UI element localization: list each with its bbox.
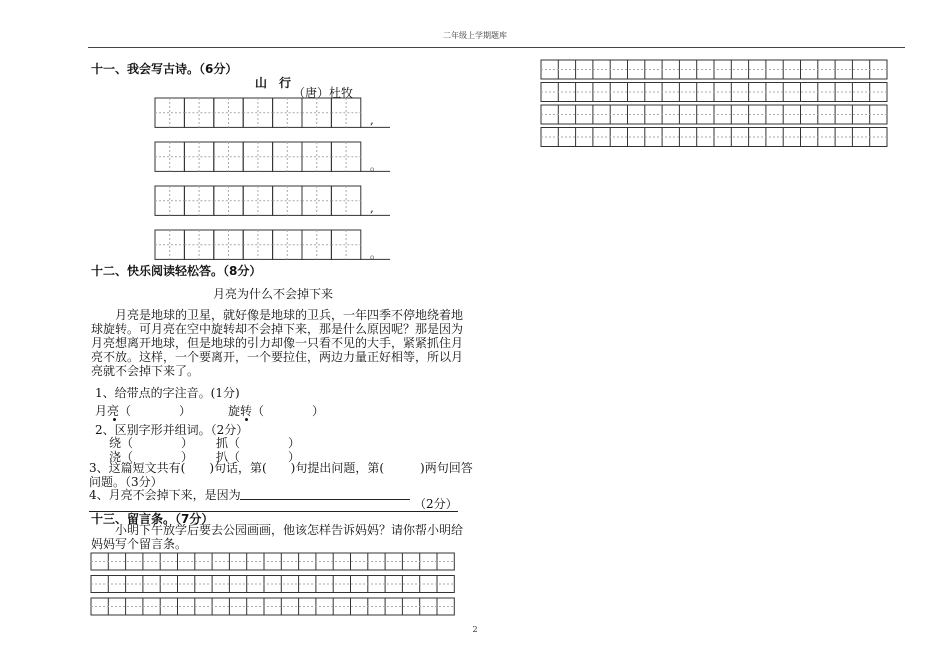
reading-passage: 月亮是地球的卫星，就好像是地球的卫兵，一年四季不停地绕着地球旋转。可月亮在空中旋转却不会掉下来，那是什么原因呢？那是因为月亮想离开地球，但是地球的引力却像一只看不见的大手，紧紧抓住月亮不放。这样，一个要离开，一个要拉住，两边力量正好相等，所以月亮就不会掉下来了。 <box>91 308 464 378</box>
poem-line-2-punct: 。 <box>370 159 383 173</box>
section-13-prompt: 小明下午放学后要去公园画画，他该怎样告诉妈妈？请你帮小明给妈妈写个留言条。 <box>91 523 464 551</box>
passage-title: 月亮为什么不会掉下来 <box>213 287 334 301</box>
right-writing-grid[interactable] <box>541 60 887 147</box>
poem-line-1-punct: , <box>370 113 374 127</box>
poem-line-1-grid[interactable] <box>155 98 361 127</box>
page-number: 2 <box>472 625 478 634</box>
question-1: 1、给带点的字注音。(1分) <box>95 386 240 400</box>
question-2: 2、区别字形并组词。（2分） <box>95 423 249 437</box>
question-4-score: （2分） <box>414 497 458 511</box>
poem-author: （唐）杜牧 <box>293 86 354 100</box>
poem-title: 山 行 <box>255 76 292 90</box>
poem-line-3-grid[interactable] <box>155 186 361 215</box>
question-1-word-a: 月亮（ ） <box>95 404 192 418</box>
section-12-heading: 十二、快乐阅读轻松答。（8分） <box>91 264 262 278</box>
question-2-char-a1: 绕（ ） <box>109 436 194 450</box>
poem-line-4-grid[interactable] <box>155 230 361 259</box>
question-4-answer-line[interactable] <box>240 499 410 500</box>
question-1-word-b: 旋转（ ） <box>228 404 325 418</box>
question-3-line-2: 问题。（3分） <box>89 475 163 489</box>
emphasis-dot <box>113 418 116 421</box>
message-note-grid[interactable] <box>91 553 454 615</box>
question-2-char-a2: 抓（ ） <box>216 436 301 450</box>
question-4: 4、月亮不会掉下来，是因为 <box>89 488 241 502</box>
question-3-line-1: 3、这篇短文共有( )句话，第( )句提出问题，第( )两句回答 <box>89 461 473 475</box>
section-13-heading: 十三、留言条。（7分） <box>91 512 214 526</box>
poem-line-3-punct: , <box>370 201 374 215</box>
question-2-char-b2: 扒（ ） <box>216 450 301 464</box>
poem-line-2-grid[interactable] <box>155 142 361 171</box>
question-2-char-b1: 浇（ ） <box>109 450 194 464</box>
page-header-title: 二年级上学期题库 <box>443 31 507 40</box>
poem-line-4-punct: 。 <box>370 247 383 261</box>
emphasis-dot <box>245 418 248 421</box>
section-11-heading: 十一、我会写古诗。（6分） <box>91 62 238 76</box>
